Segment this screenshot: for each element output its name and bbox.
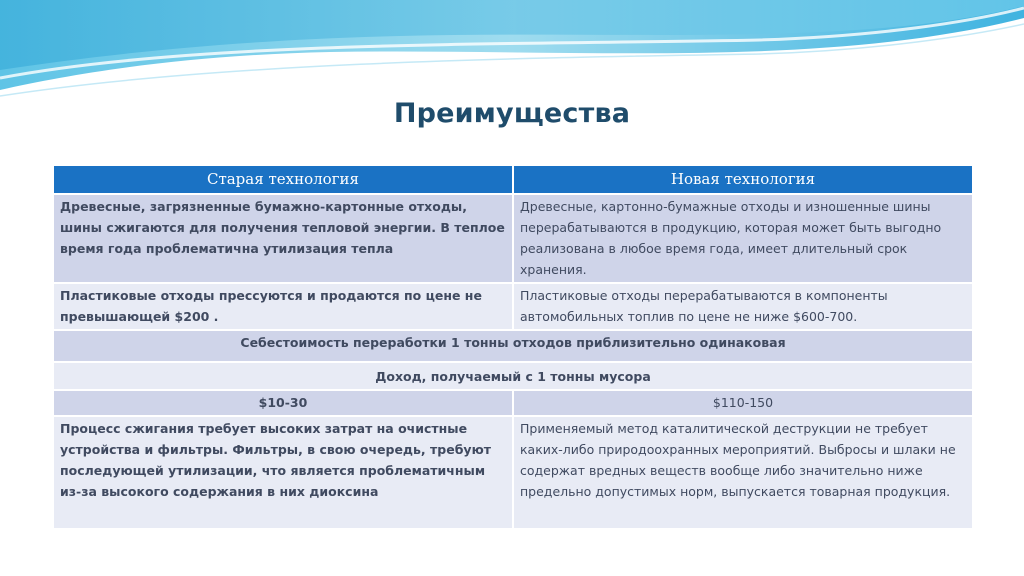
table-header-row bbox=[53, 165, 973, 194]
cell-old-plastic: Пластиковые отходы прессуются и продаются по цене не превышающей $200 . bbox=[53, 283, 513, 330]
comparison-table bbox=[52, 164, 974, 530]
slide-title: Преимущества bbox=[393, 98, 631, 129]
header-old-technology: Старая технология bbox=[53, 165, 513, 194]
cell-new-plastic: Пластиковые отходы перерабатываются в компоненты автомобильных топлив по цене не ниже $600-700. bbox=[513, 283, 973, 330]
cell-old-income: $10-30 bbox=[53, 390, 513, 416]
table-row bbox=[53, 283, 973, 330]
cell-new-emissions: Применяемый метод каталитической деструкции не требует каких-либо природоохранных мероприятий. Выбросы и шлаки не содержат вредных веществ вообще либо значительно ниже предельно допустимых норм, выпускается товарная продукция. bbox=[513, 416, 973, 529]
table-row bbox=[53, 330, 973, 362]
cell-old-emissions: Процесс сжигания требует высоких затрат на очистные устройства и фильтры. Фильтры, в свою очередь, требуют последующей утилизации, что является проблематичным из-за высокого содержания в них диоксина bbox=[53, 416, 513, 529]
table-row bbox=[53, 390, 973, 416]
table-row bbox=[53, 416, 973, 529]
cell-old-wood-waste: Древесные, загрязненные бумажно-картонные отходы, шины сжигаются для получения тепловой энергии. В теплое время года проблематична утилизация тепла bbox=[53, 194, 513, 283]
cell-new-income: $110-150 bbox=[513, 390, 973, 416]
table-row bbox=[53, 194, 973, 283]
cell-new-wood-waste: Древесные, картонно-бумажные отходы и изношенные шины перерабатываются в продукцию, которая может быть выгодно реализована в любое время года, имеет длительный срок хранения. bbox=[513, 194, 973, 283]
table-row bbox=[53, 362, 973, 390]
cell-income-heading: Доход, получаемый с 1 тонны мусора bbox=[53, 362, 973, 390]
header-new-technology: Новая технология bbox=[513, 165, 973, 194]
cell-cost-note: Себестоимость переработки 1 тонны отходов приблизительно одинаковая bbox=[53, 330, 973, 362]
decorative-wave-banner bbox=[0, 0, 1024, 110]
